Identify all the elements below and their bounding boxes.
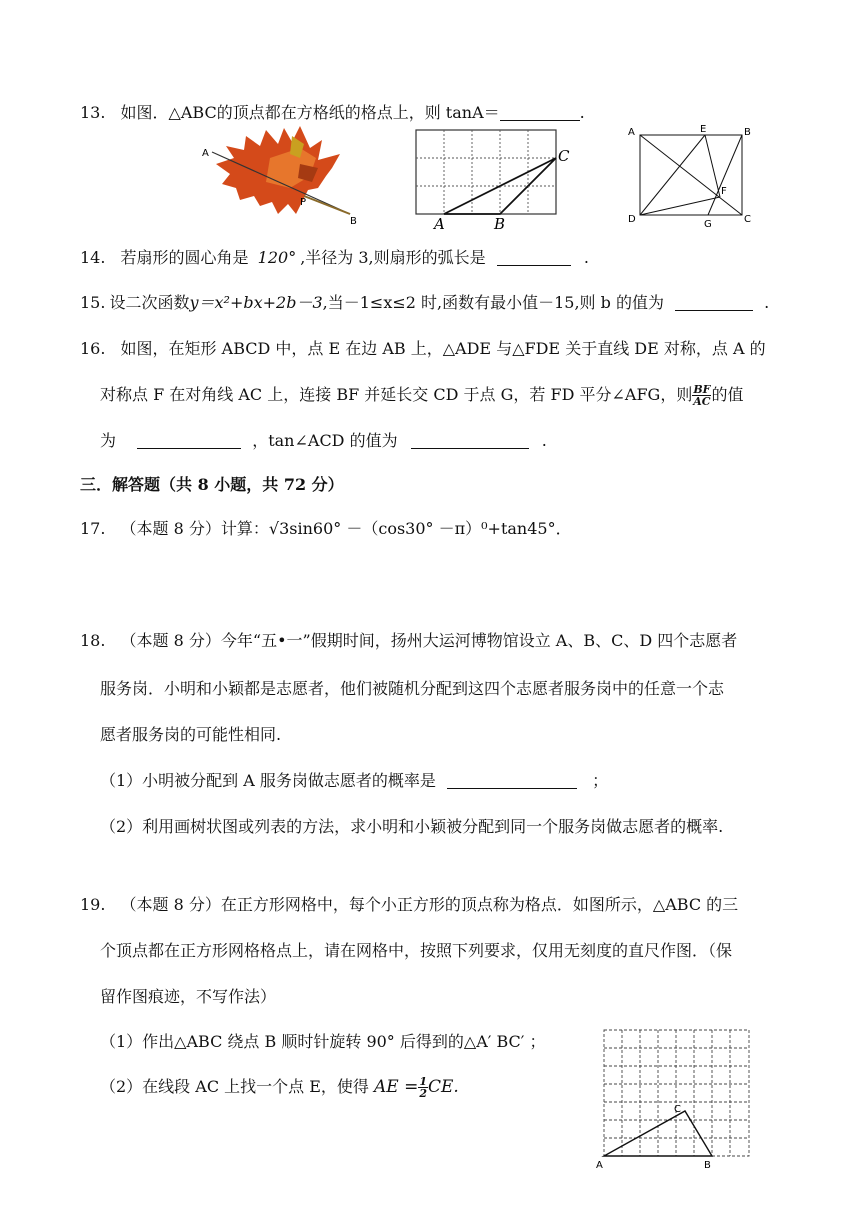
label-b: B xyxy=(744,127,751,138)
label-p: P xyxy=(300,197,307,208)
question-number: 15. xyxy=(80,293,106,312)
fraction-bf-ac: $\frac{BF}{AC}$ xyxy=(693,383,711,408)
label-a: A xyxy=(596,1160,603,1171)
grid-figure xyxy=(410,125,580,235)
leaf-stem xyxy=(304,196,350,214)
question-number: 14. xyxy=(80,248,106,267)
formula: y＝x²+bx+2b－3 xyxy=(189,293,323,312)
question-18-line-3: 愿者服务岗的可能性相同. xyxy=(100,725,282,744)
question-16-line-3: 为 ，tan∠ACD 的值为 . xyxy=(100,431,547,450)
question-text: （本题 8 分）在正方形网格中，每个小正方形的顶点称为格点．如图所示，△ABC 的三 xyxy=(120,895,739,914)
answer-blank[interactable] xyxy=(500,104,580,121)
answer-blank[interactable] xyxy=(497,249,571,266)
label-f: F xyxy=(721,186,727,197)
question-number: 13. xyxy=(80,103,106,122)
question-19-line-2: 个顶点都在正方形网格格点上，请在网格中，按照下列要求，仅用无刻度的直尺作图．（保 xyxy=(100,941,733,960)
question-15: 15. 设二次函数y＝x²+bx+2b－3,当－1≤x≤2 时,函数有最小值－15,则 b 的值为 . xyxy=(80,293,770,312)
question-number: 19. xyxy=(80,895,106,914)
question-text: 如图．△ABC的顶点都在方格纸的格点上，则 tanA＝ xyxy=(120,103,500,122)
question-18-sub-1: （1）小明被分配到 A 服务岗做志愿者的概率是 ； xyxy=(100,771,609,790)
question-text: 如图，在矩形 ABCD 中，点 E 在边 AB 上，△ADE 与△FDE 关于直线 DE 对称，点 A 的 xyxy=(120,339,766,358)
rectangle-figure xyxy=(620,120,760,230)
label-b: B xyxy=(494,215,506,233)
question-18-line-2: 服务岗．小明和小颖都是志愿者，他们被随机分配到这四个志愿者服务岗中的任意一个志 xyxy=(100,679,725,698)
question-19-line-3: 留作图痕迹，不写作法） xyxy=(100,987,277,1006)
question-19-sub-2: （2）在线段 AC 上找一个点 E，使得 AE = $\frac{1}{2}$ CE. xyxy=(100,1075,459,1100)
label-b: B xyxy=(350,216,357,227)
question-text: （本题 8 分）计算：√3sin60° －（cos30° －π）⁰+tan45°． xyxy=(120,519,572,538)
grid-figure-19 xyxy=(594,1024,764,1174)
question-17 xyxy=(80,516,572,539)
question-18-sub-2: （2）利用画树状图或列表的方法，求小明和小颖被分配到同一个服务岗做志愿者的概率. xyxy=(100,817,724,836)
answer-blank[interactable] xyxy=(675,294,753,311)
label-c: C xyxy=(744,214,751,225)
maple-leaf-figure xyxy=(200,118,370,228)
question-text: （本题 8 分）今年“五•一”假期时间，扬州大运河博物馆设立 A、B、C、D 四个志愿者 xyxy=(120,631,738,650)
label-c: C xyxy=(674,1104,681,1115)
question-number: 17. xyxy=(80,519,106,538)
question-18 xyxy=(80,628,737,651)
question-number: 16. xyxy=(80,339,106,358)
label-d: D xyxy=(628,214,636,225)
question-number: 18. xyxy=(80,631,106,650)
question-text: 设二次函数 xyxy=(109,293,190,312)
question-14: 14. 若扇形的圆心角是 120° ,半径为 3,则扇形的弧长是 . xyxy=(80,248,589,267)
question-16-line-2: 对称点 F 在对角线 AC 上，连接 BF 并延长交 CD 于点 G，若 FD 平分∠AFG，则 $\frac{BF}{AC}$ 的值 xyxy=(100,383,744,408)
answer-blank-1[interactable] xyxy=(137,432,241,449)
label-a: A xyxy=(202,148,209,159)
question-19-sub-1: （1）作出△ABC 绕点 B 顺时针旋转 90° 后得到的△A′ BC′ ； xyxy=(100,1032,546,1051)
label-c: C xyxy=(558,147,570,165)
question-text: 若扇形的圆心角是 xyxy=(120,248,249,267)
question-16 xyxy=(80,336,766,359)
fraction-half: $\frac{1}{2}$ xyxy=(419,1075,428,1100)
label-g: G xyxy=(704,219,712,230)
answer-blank[interactable] xyxy=(447,772,577,789)
label-a: A xyxy=(434,215,445,233)
answer-blank-2[interactable] xyxy=(411,432,529,449)
label-b: B xyxy=(704,1160,711,1171)
label-a: A xyxy=(628,127,635,138)
label-e: E xyxy=(700,124,707,135)
question-13: 13. 如图．△ABC的顶点都在方格纸的格点上，则 tanA＝ . xyxy=(80,103,585,122)
angle-value: 120° xyxy=(257,248,297,267)
question-19 xyxy=(80,892,738,915)
section-heading: 三．解答题（共 8 小题，共 72 分） xyxy=(80,475,344,494)
